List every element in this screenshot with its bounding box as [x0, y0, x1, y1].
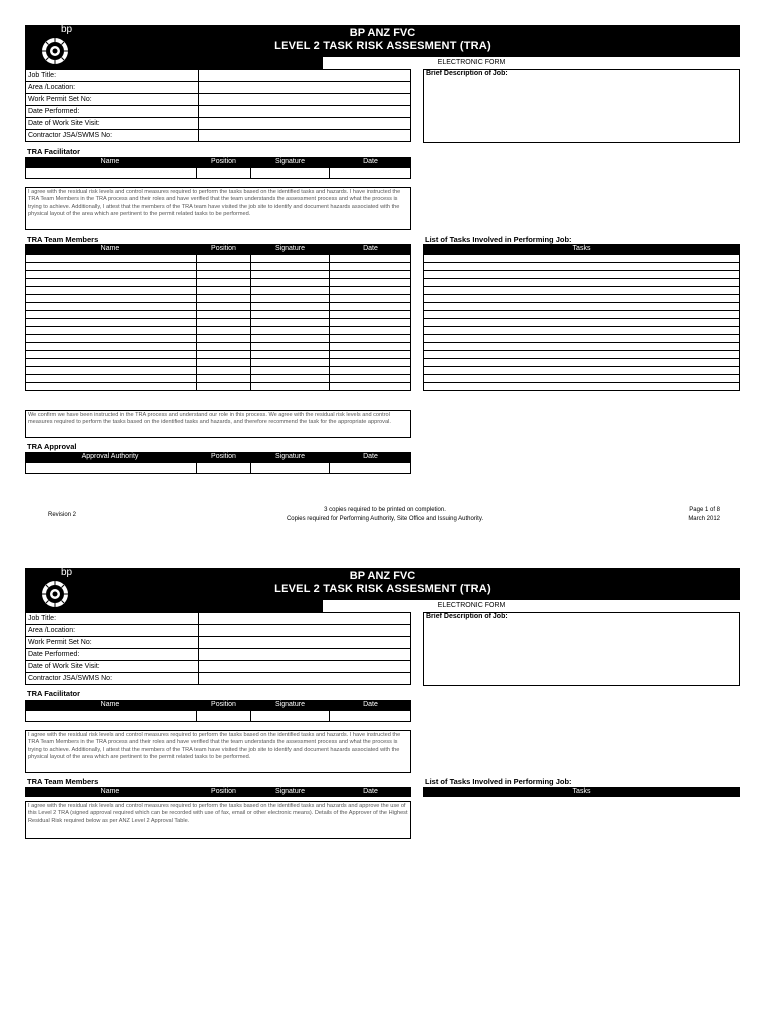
team-date-field[interactable] [330, 263, 411, 271]
col-name: Name [100, 701, 120, 708]
form-subtitle: ELECTRONIC FORM [437, 59, 506, 66]
team-member-row [26, 311, 411, 319]
task-row [424, 383, 740, 391]
work-permit-label: Work Permit Set No: [26, 94, 199, 106]
col-name: Name [100, 245, 120, 252]
task-field[interactable] [424, 375, 740, 383]
task-field[interactable] [424, 327, 740, 335]
team-date-field[interactable] [330, 343, 411, 351]
task-field[interactable] [424, 287, 740, 295]
team-date-field[interactable] [330, 359, 411, 367]
brief-description-label: Brief Description of Job: [426, 70, 508, 77]
team-position-field[interactable] [197, 327, 251, 335]
task-row [424, 279, 740, 287]
task-field[interactable] [424, 279, 740, 287]
team-member-row [26, 375, 411, 383]
team-signature-field[interactable] [251, 351, 330, 359]
team-position-field[interactable] [197, 263, 251, 271]
team-members-label: TRA Team Members [27, 777, 99, 786]
task-field[interactable] [424, 295, 740, 303]
task-row [424, 311, 740, 319]
task-row [424, 335, 740, 343]
team-members-table [25, 254, 411, 391]
team-signature-field[interactable] [251, 383, 330, 391]
job-title-field[interactable] [199, 613, 411, 625]
team-member-row [26, 351, 411, 359]
task-field[interactable] [424, 343, 740, 351]
task-row [424, 367, 740, 375]
team-date-field[interactable] [330, 303, 411, 311]
brief-description-field[interactable] [423, 612, 740, 686]
team-date-field[interactable] [330, 335, 411, 343]
team-name-field[interactable] [26, 255, 197, 263]
job-details-table [25, 612, 411, 685]
team-position-field[interactable] [197, 279, 251, 287]
team-name-field[interactable] [26, 311, 197, 319]
team-member-row [26, 327, 411, 335]
tasks-label: List of Tasks Involved in Performing Job: [425, 777, 572, 786]
job-title-label: Job Title: [26, 70, 199, 82]
work-permit-field[interactable] [199, 637, 411, 649]
team-name-field[interactable] [26, 359, 197, 367]
task-row [424, 287, 740, 295]
facilitator-label: TRA Facilitator [27, 147, 81, 156]
brief-description-label: Brief Description of Job: [426, 613, 508, 620]
team-signature-field[interactable] [251, 279, 330, 287]
tasks-label: List of Tasks Involved in Performing Job: [425, 235, 572, 244]
team-date-field[interactable] [330, 383, 411, 391]
facilitator-date-field[interactable] [330, 711, 411, 722]
team-position-field[interactable] [197, 319, 251, 327]
team-date-field[interactable] [330, 311, 411, 319]
facilitator-header-bar [25, 157, 411, 167]
facilitator-label: TRA Facilitator [27, 689, 81, 698]
footer-copies-line2: Copies required for Performing Authority, Site Office and Issuing Authority. [286, 516, 484, 522]
team-name-field[interactable] [26, 375, 197, 383]
team-name-field[interactable] [26, 351, 197, 359]
team-position-field[interactable] [197, 383, 251, 391]
col-name: Name [100, 788, 120, 795]
task-field[interactable] [424, 367, 740, 375]
job-details-table [25, 69, 411, 142]
col-signature: Signature [275, 701, 305, 708]
task-field[interactable] [424, 311, 740, 319]
col-signature: Signature [275, 788, 305, 795]
team-position-field[interactable] [197, 343, 251, 351]
task-row [424, 295, 740, 303]
team-member-row [26, 359, 411, 367]
date-performed-label: Date Performed: [26, 649, 199, 661]
date-site-visit-field[interactable] [199, 661, 411, 673]
facilitator-position-field[interactable] [197, 168, 251, 179]
job-title-field[interactable] [199, 70, 411, 82]
col-date: Date [363, 453, 378, 460]
team-member-row [26, 255, 411, 263]
date-site-visit-field[interactable] [199, 118, 411, 130]
tasks-header-bar [423, 787, 740, 797]
form-header [25, 25, 740, 69]
team-date-field[interactable] [330, 319, 411, 327]
task-field[interactable] [424, 319, 740, 327]
approval-declaration: I agree with the residual risk levels and control measures required to perform the tasks based on the identified tasks and hazards and approve the use of this Level 2 TRA (signed approval required which can be recorded with use of fax, email or other electronic means). Details of the Approver of the Highest Residual Risk required below as per ANZ Level 2 Approval Table. [25, 801, 411, 839]
col-signature: Signature [275, 453, 305, 460]
facilitator-name-field[interactable] [26, 168, 197, 179]
team-date-field[interactable] [330, 295, 411, 303]
col-position: Position [211, 701, 236, 708]
team-member-row [26, 303, 411, 311]
area-location-label: Area /Location: [26, 625, 199, 637]
task-row [424, 303, 740, 311]
task-field[interactable] [424, 359, 740, 367]
team-date-field[interactable] [330, 271, 411, 279]
form-subtitle-band [323, 600, 740, 612]
work-permit-label: Work Permit Set No: [26, 637, 199, 649]
facilitator-declaration: I agree with the residual risk levels and control measures required to perform the tasks based on the identified tasks and hazards. I have instructed the TRA Team Members in the TRA process and their roles and have verified that the team understands the assessment process and what the process is trying to achieve. Additionally, I attest that the members of the TRA team have visited the job site to identify and document hazards associated with the physical layout of the area which are pertinent to the permit related tasks to be performed. [25, 187, 411, 230]
logo-text: bp [61, 24, 73, 35]
job-title-label: Job Title: [26, 613, 199, 625]
team-signature-field[interactable] [251, 303, 330, 311]
team-signature-field[interactable] [251, 359, 330, 367]
team-position-field[interactable] [197, 255, 251, 263]
tasks-header-bar [423, 244, 740, 254]
form-title: LEVEL 2 TASK RISK ASSESMENT (TRA) [274, 40, 491, 52]
approval-date-field[interactable] [330, 463, 411, 474]
team-name-field[interactable] [26, 319, 197, 327]
team-members-label: TRA Team Members [27, 235, 99, 244]
approval-position-field[interactable] [197, 463, 251, 474]
task-row [424, 255, 740, 263]
facilitator-header-bar [25, 700, 411, 710]
team-signature-field[interactable] [251, 335, 330, 343]
approval-label: TRA Approval [27, 442, 77, 451]
task-row [424, 359, 740, 367]
footer-copies-line1: 3 copies required to be printed on completion. [324, 507, 446, 513]
form-title: LEVEL 2 TASK RISK ASSESMENT (TRA) [274, 583, 491, 595]
team-signature-field[interactable] [251, 319, 330, 327]
facilitator-declaration: I agree with the residual risk levels and control measures required to perform the tasks based on the identified tasks and hazards. I have instructed the TRA Team Members in the TRA process and their roles and have verified that the team understands the assessment process and what the process is trying to achieve. Additionally, I attest that the members of the TRA team have visited the job site to identify and document hazards associated with the physical layout of the area which are pertinent to the permit related tasks to be performed. [25, 730, 411, 773]
col-name: Name [100, 158, 120, 165]
contractor-jsa-field[interactable] [199, 673, 411, 685]
team-date-field[interactable] [330, 287, 411, 295]
col-date: Date [363, 701, 378, 708]
date-performed-field[interactable] [199, 106, 411, 118]
team-signature-field[interactable] [251, 375, 330, 383]
facilitator-row [25, 167, 411, 179]
col-position: Position [211, 245, 236, 252]
team-signature-field[interactable] [251, 271, 330, 279]
team-position-field[interactable] [197, 295, 251, 303]
area-location-field[interactable] [199, 82, 411, 94]
footer-date: March 2012 [688, 516, 720, 522]
task-row [424, 343, 740, 351]
team-name-field[interactable] [26, 367, 197, 375]
team-signature-field[interactable] [251, 343, 330, 351]
date-performed-label: Date Performed: [26, 106, 199, 118]
team-position-field[interactable] [197, 271, 251, 279]
team-member-row [26, 287, 411, 295]
team-date-field[interactable] [330, 279, 411, 287]
task-row [424, 351, 740, 359]
task-field[interactable] [424, 303, 740, 311]
team-signature-field[interactable] [251, 311, 330, 319]
team-name-field[interactable] [26, 263, 197, 271]
brief-description-field[interactable] [423, 69, 740, 143]
team-member-row [26, 271, 411, 279]
team-position-field[interactable] [197, 359, 251, 367]
col-position: Position [211, 788, 236, 795]
task-field[interactable] [424, 271, 740, 279]
team-date-field[interactable] [330, 351, 411, 359]
task-field[interactable] [424, 335, 740, 343]
team-date-field[interactable] [330, 375, 411, 383]
approval-authority-field[interactable] [26, 463, 197, 474]
form-header [25, 568, 740, 612]
col-signature: Signature [275, 245, 305, 252]
team-signature-field[interactable] [251, 327, 330, 335]
team-signature-field[interactable] [251, 367, 330, 375]
team-member-row [26, 263, 411, 271]
team-name-field[interactable] [26, 279, 197, 287]
task-field[interactable] [424, 383, 740, 391]
contractor-jsa-field[interactable] [199, 130, 411, 142]
team-name-field[interactable] [26, 327, 197, 335]
team-member-row [26, 279, 411, 287]
contractor-jsa-label: Contractor JSA/SWMS No: [26, 130, 199, 142]
date-site-visit-label: Date of Work Site Visit: [26, 661, 199, 673]
team-member-row [26, 335, 411, 343]
facilitator-date-field[interactable] [330, 168, 411, 179]
col-position: Position [211, 453, 236, 460]
team-signature-field[interactable] [251, 255, 330, 263]
area-location-field[interactable] [199, 625, 411, 637]
col-date: Date [363, 158, 378, 165]
team-position-field[interactable] [197, 375, 251, 383]
task-row [424, 263, 740, 271]
approval-row [25, 462, 411, 474]
date-site-visit-label: Date of Work Site Visit: [26, 118, 199, 130]
area-location-label: Area /Location: [26, 82, 199, 94]
team-date-field[interactable] [330, 255, 411, 263]
team-name-field[interactable] [26, 303, 197, 311]
team-date-field[interactable] [330, 367, 411, 375]
team-header-bar [25, 244, 411, 254]
team-name-field[interactable] [26, 335, 197, 343]
task-field[interactable] [424, 255, 740, 263]
col-position: Position [211, 158, 236, 165]
form-subtitle-band [323, 57, 740, 69]
team-member-row [26, 367, 411, 375]
team-signature-field[interactable] [251, 295, 330, 303]
team-position-field[interactable] [197, 303, 251, 311]
contractor-jsa-label: Contractor JSA/SWMS No: [26, 673, 199, 685]
facilitator-name-field[interactable] [26, 711, 197, 722]
task-row [424, 271, 740, 279]
team-member-row [26, 319, 411, 327]
task-field[interactable] [424, 263, 740, 271]
approval-signature-field[interactable] [251, 463, 330, 474]
team-position-field[interactable] [197, 367, 251, 375]
team-name-field[interactable] [26, 383, 197, 391]
team-member-row [26, 343, 411, 351]
team-position-field[interactable] [197, 311, 251, 319]
task-row [424, 375, 740, 383]
team-name-field[interactable] [26, 343, 197, 351]
form-title-org: BP ANZ FVC [349, 570, 416, 582]
team-member-row [26, 295, 411, 303]
form-title-org: BP ANZ FVC [349, 27, 416, 39]
team-member-row [26, 383, 411, 391]
team-declaration: We confirm we have been instructed in the TRA process and understand our role in this process. We agree with the residual risk levels and control measures required to perform the tasks based on the identified tasks and hazards, and therefore recommend the task for the appropriate approval. [25, 410, 411, 438]
team-position-field[interactable] [197, 287, 251, 295]
footer-page: Page 1 of 8 [689, 507, 720, 513]
task-field[interactable] [424, 351, 740, 359]
col-tasks: Tasks [572, 245, 591, 252]
col-tasks: Tasks [572, 788, 591, 795]
form-subtitle: ELECTRONIC FORM [437, 602, 506, 609]
team-position-field[interactable] [197, 335, 251, 343]
team-name-field[interactable] [26, 287, 197, 295]
logo-text: bp [61, 567, 73, 578]
team-header-bar [25, 787, 411, 797]
footer-revision: Revision 2 [48, 512, 77, 518]
col-date: Date [363, 245, 378, 252]
facilitator-row [25, 710, 411, 722]
task-row [424, 327, 740, 335]
team-name-field[interactable] [26, 295, 197, 303]
facilitator-signature-field[interactable] [251, 168, 330, 179]
team-position-field[interactable] [197, 351, 251, 359]
col-date: Date [363, 788, 378, 795]
team-signature-field[interactable] [251, 287, 330, 295]
date-performed-field[interactable] [199, 649, 411, 661]
work-permit-field[interactable] [199, 94, 411, 106]
task-row [424, 319, 740, 327]
team-signature-field[interactable] [251, 263, 330, 271]
col-signature: Signature [275, 158, 305, 165]
approval-header-bar [25, 452, 411, 462]
facilitator-signature-field[interactable] [251, 711, 330, 722]
col-approval-authority: Approval Authority [81, 453, 139, 460]
tasks-table [423, 254, 740, 391]
facilitator-position-field[interactable] [197, 711, 251, 722]
team-date-field[interactable] [330, 327, 411, 335]
team-name-field[interactable] [26, 271, 197, 279]
